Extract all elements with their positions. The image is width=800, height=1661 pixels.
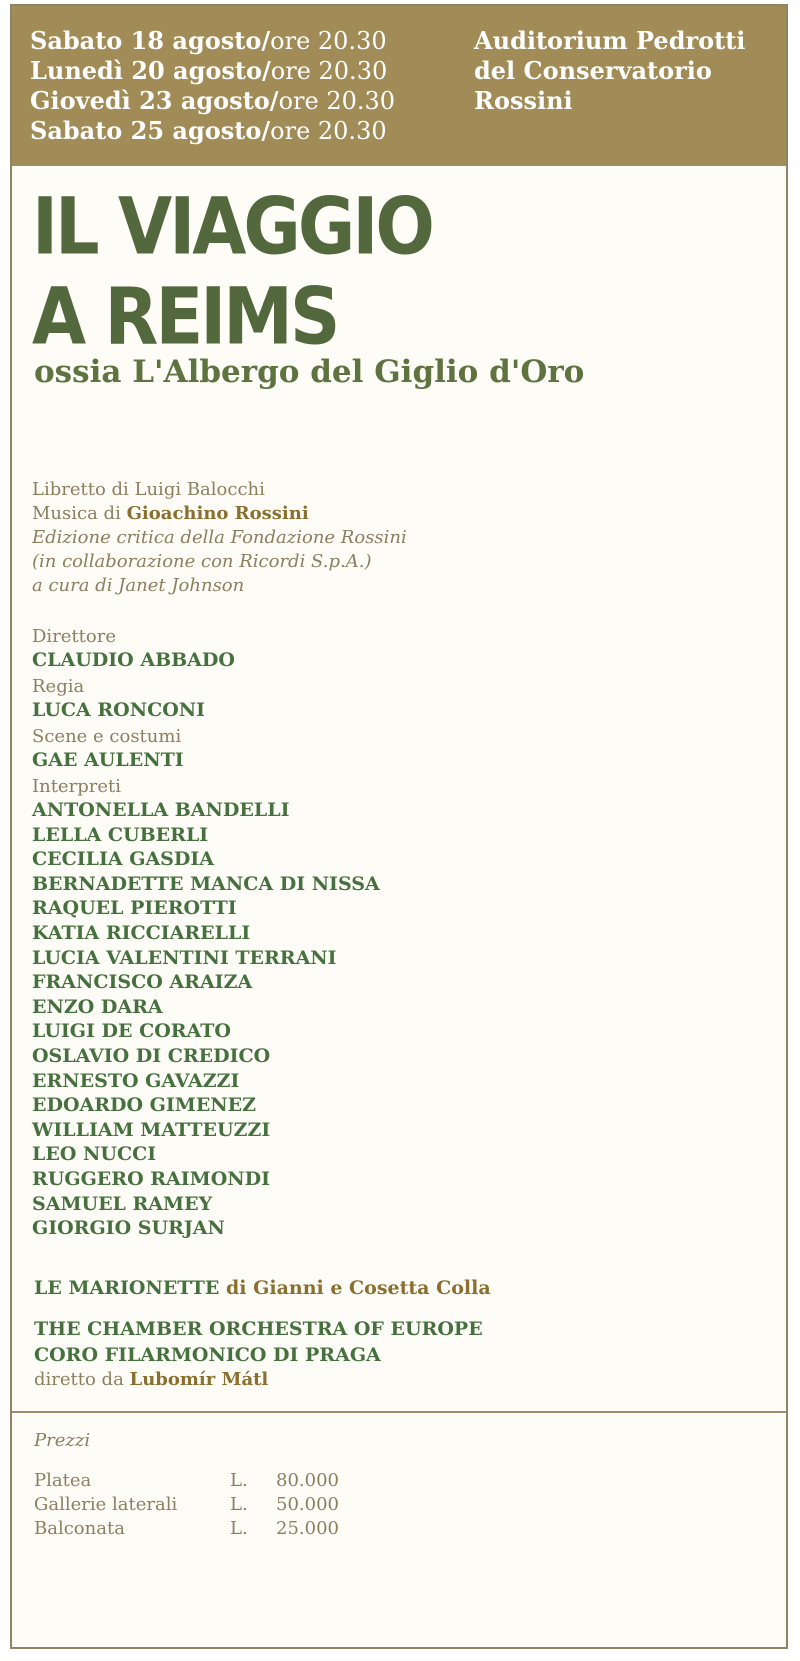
date-day: Lunedì 20 agosto/ bbox=[30, 56, 271, 85]
venue-line: del Conservatorio bbox=[474, 56, 712, 85]
music-credit bbox=[32, 502, 407, 526]
marionette-by: di Gianni e Cosetta Colla bbox=[219, 1277, 491, 1299]
interprete-name: KATIA RICCIARELLI bbox=[32, 921, 251, 944]
marionette-credit bbox=[34, 1276, 491, 1300]
price-label: Platea bbox=[34, 1470, 92, 1491]
interprete-name: OSLAVIO DI CREDICO bbox=[32, 1044, 271, 1067]
edition-line: (in collaborazione con Ricordi S.p.A.) bbox=[32, 551, 372, 572]
interprete-name: LELLA CUBERLI bbox=[32, 823, 209, 846]
interpreti-label: Interpreti bbox=[32, 776, 121, 797]
cast-and-crew bbox=[32, 626, 380, 1241]
interprete-name: FRANCISCO ARAIZA bbox=[32, 971, 253, 994]
price-currency: L. bbox=[230, 1518, 248, 1539]
interprete-name: ENZO DARA bbox=[32, 995, 163, 1018]
credits bbox=[32, 478, 407, 598]
date-line bbox=[30, 86, 395, 116]
price-row bbox=[34, 1493, 339, 1517]
date-line bbox=[30, 116, 395, 146]
title-line: A REIMS bbox=[32, 270, 338, 363]
venue bbox=[474, 26, 745, 116]
edition-line: a cura di Janet Johnson bbox=[32, 575, 245, 596]
interprete-name: GIORGIO SURJAN bbox=[32, 1217, 225, 1240]
interprete-name: LUCIA VALENTINI TERRANI bbox=[32, 946, 337, 969]
choir-name: CORO FILARMONICO DI PRAGA bbox=[34, 1344, 381, 1366]
interprete-name: ERNESTO GAVAZZI bbox=[32, 1069, 240, 1092]
interprete-name: EDOARDO GIMENEZ bbox=[32, 1094, 257, 1117]
opera-subtitle: ossia L'Albergo del Giglio d'Oro bbox=[34, 354, 585, 390]
interprete-name: SAMUEL RAMEY bbox=[32, 1192, 213, 1215]
performance-dates bbox=[30, 26, 395, 146]
date-line bbox=[30, 56, 395, 86]
section-divider bbox=[12, 1411, 786, 1413]
interprete-name: ANTONELLA BANDELLI bbox=[32, 799, 290, 821]
price-row bbox=[34, 1517, 339, 1541]
price-currency: L. bbox=[230, 1494, 248, 1515]
interprete-name: BERNADETTE MANCA DI NISSA bbox=[32, 872, 380, 895]
price-label: Balconata bbox=[34, 1518, 125, 1539]
date-time: ore 20.30 bbox=[270, 117, 387, 145]
interprete-name: RUGGERO RAIMONDI bbox=[32, 1167, 270, 1190]
date-time: ore 20.30 bbox=[270, 27, 387, 55]
role-label: Direttore bbox=[32, 626, 117, 647]
date-day: Sabato 25 agosto/ bbox=[30, 116, 271, 145]
price-row bbox=[34, 1469, 339, 1493]
price-value: 25.000 bbox=[276, 1518, 339, 1539]
title-line: IL VIAGGIO bbox=[32, 180, 432, 273]
composer-name: Gioachino Rossini bbox=[126, 503, 309, 524]
date-time: ore 20.30 bbox=[278, 87, 396, 115]
choir-director bbox=[34, 1368, 491, 1392]
date-time: ore 20.30 bbox=[270, 57, 388, 85]
venue-line: Rossini bbox=[474, 86, 573, 115]
director-name: Lubomír Mátl bbox=[129, 1369, 269, 1390]
marionette-name: LE MARIONETTE bbox=[34, 1277, 220, 1299]
edition-line: Edizione critica della Fondazione Rossini bbox=[32, 527, 407, 548]
prices-title: Prezzi bbox=[34, 1430, 91, 1451]
libretto-credit: Libretto di Luigi Balocchi bbox=[32, 479, 265, 500]
price-currency: L. bbox=[230, 1470, 248, 1491]
venue-line: Auditorium Pedrotti bbox=[474, 26, 746, 55]
date-line bbox=[30, 26, 395, 56]
interprete-name: LUIGI DE CORATO bbox=[32, 1020, 231, 1043]
music-label: Musica di bbox=[32, 503, 127, 524]
ensembles bbox=[34, 1276, 491, 1392]
role-name: LUCA RONCONI bbox=[32, 699, 206, 721]
interpreti-list bbox=[32, 798, 380, 1241]
price-value: 80.000 bbox=[276, 1470, 339, 1491]
role-name: GAE AULENTI bbox=[32, 749, 184, 771]
role-name: CLAUDIO ABBADO bbox=[32, 649, 235, 671]
date-day: Giovedì 23 agosto/ bbox=[30, 86, 279, 115]
interprete-name: WILLIAM MATTEUZZI bbox=[32, 1118, 271, 1141]
header-band bbox=[12, 6, 786, 166]
interprete-name: RAQUEL PIEROTTI bbox=[32, 897, 237, 920]
role-label: Regia bbox=[32, 676, 85, 697]
program-sheet bbox=[10, 4, 788, 1649]
prices-section bbox=[34, 1430, 339, 1541]
price-label: Gallerie laterali bbox=[34, 1494, 178, 1515]
director-label: diretto da bbox=[34, 1369, 130, 1390]
price-value: 50.000 bbox=[276, 1494, 339, 1515]
interprete-name: CECILIA GASDIA bbox=[32, 848, 215, 871]
interprete-name: LEO NUCCI bbox=[32, 1143, 157, 1166]
date-day: Sabato 18 agosto/ bbox=[30, 26, 271, 55]
opera-title bbox=[32, 182, 432, 361]
orchestra-name: THE CHAMBER ORCHESTRA OF EUROPE bbox=[34, 1318, 483, 1340]
role-label: Scene e costumi bbox=[32, 726, 182, 747]
